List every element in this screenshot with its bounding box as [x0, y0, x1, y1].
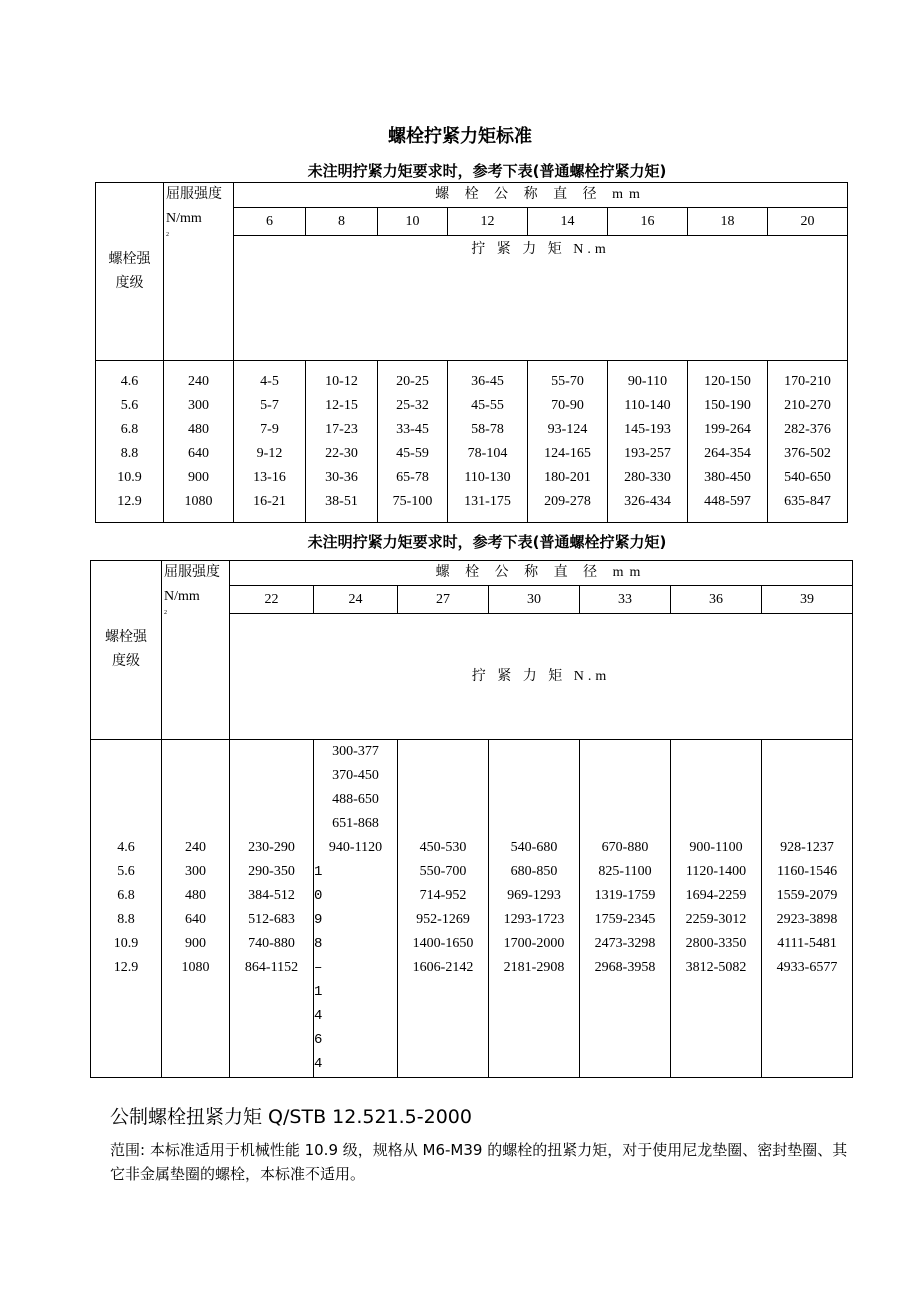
torque-value: 180-201 [544, 469, 591, 485]
yield-value: 1080 [181, 960, 210, 975]
section-body: 范围: 本标准适用于机械性能 10.9 级，规格从 M6-M39 的螺栓的扭紧力矩，对于使用尼龙垫圈、密封垫圈、其它非金属垫圈的螺栓，本标准不适用。 [110, 1141, 848, 1183]
yield-value: 240 [185, 840, 206, 855]
torque-value: 230-290 [248, 840, 295, 855]
torque-value: 380-450 [704, 469, 751, 485]
size-cell: 36 [671, 586, 762, 614]
grade-header: 螺栓强度级 [91, 561, 162, 740]
yield-value: 480 [185, 888, 206, 903]
torque-value: 1759-2345 [594, 912, 656, 927]
torque-value: 280-330 [624, 469, 671, 485]
torque-value: 70-90 [551, 397, 584, 413]
torque-value: 282-376 [784, 421, 831, 437]
wrapped-torque-char: 4 [314, 1008, 323, 1024]
torque-value: 13-16 [253, 469, 286, 485]
wrapped-torque-char: 6 [314, 1032, 323, 1048]
torque-value: 2968-3958 [594, 960, 656, 975]
torque-value: 17-23 [325, 421, 358, 437]
torque-value: 450-530 [419, 840, 467, 855]
torque-value: 55-70 [551, 373, 584, 389]
torque-value: 448-597 [704, 493, 751, 509]
size-cell: 33 [580, 586, 671, 614]
torque-value: 25-32 [396, 397, 429, 413]
torque-value: 124-165 [544, 445, 591, 461]
torque-value: 210-270 [784, 397, 831, 413]
wrapped-torque-char: 9 [314, 912, 323, 928]
torque-value: 740-880 [248, 936, 295, 951]
torque-value: 33-45 [396, 421, 429, 437]
torque-value: 209-278 [544, 493, 591, 509]
torque-value: 670-880 [601, 840, 649, 855]
grade-value: 12.9 [117, 493, 142, 509]
torque-value: 1120-1400 [685, 864, 747, 879]
torque-value: 78-104 [467, 445, 508, 461]
yield-value: 900 [185, 936, 206, 951]
yield-value: 640 [185, 912, 206, 927]
torque-value: 93-124 [547, 421, 588, 437]
wrapped-torque-char: 1 [314, 864, 323, 880]
torque-value: 120-150 [704, 373, 751, 389]
yield-value: 900 [188, 469, 209, 485]
torque-value: 10-12 [325, 373, 358, 389]
grade-value: 10.9 [113, 936, 139, 951]
torque-value: 376-502 [784, 445, 831, 461]
torque-value: 1700-2000 [503, 936, 565, 951]
torque-value: 3812-5082 [685, 960, 747, 975]
torque-value: 2181-2908 [503, 960, 565, 975]
torque-value: 300-377 [332, 744, 379, 759]
torque-value: 969-1293 [507, 888, 561, 903]
wrapped-torque-char: 1 [314, 984, 323, 1000]
yield-header: 屈服强度N/mm 2 [164, 183, 234, 361]
diameter-header: 螺 栓 公 称 直 径 mm [234, 183, 848, 208]
grade-value: 6.8 [120, 421, 139, 437]
grade-value: 8.8 [117, 912, 135, 927]
torque-value: 75-100 [392, 493, 433, 509]
torque-value: 110-140 [624, 397, 671, 413]
torque-value: 20-25 [396, 373, 429, 389]
grade-header: 螺栓强度级 [96, 183, 164, 361]
size-cell: 14 [528, 208, 608, 236]
size-cell: 10 [378, 208, 448, 236]
torque-value: 150-190 [704, 397, 751, 413]
torque-value: 1319-1759 [594, 888, 656, 903]
diameter-header: 螺 栓 公 称 直 径 mm [230, 561, 853, 586]
size-cell: 30 [489, 586, 580, 614]
size-cell: 27 [398, 586, 489, 614]
torque-value: 193-257 [624, 445, 671, 461]
grade-value: 10.9 [117, 469, 142, 485]
torque-value: 170-210 [784, 373, 831, 389]
torque-value: 940-1120 [328, 840, 383, 855]
wrapped-torque-char: 8 [314, 936, 323, 952]
size-cell: 22 [230, 586, 314, 614]
torque-value: 16-21 [253, 493, 286, 509]
torque-value: 370-450 [332, 768, 379, 783]
size-cell: 20 [768, 208, 848, 236]
table1-caption: 未注明拧紧力矩要求时，参考下表(普通螺栓拧紧力矩) [307, 162, 667, 180]
torque-value: 1694-2259 [685, 888, 747, 903]
torque-value: 714-952 [419, 888, 467, 903]
wrapped-torque-char: 0 [314, 888, 323, 904]
torque-value: 199-264 [704, 421, 751, 437]
torque-value: 4111-5481 [777, 936, 837, 951]
grade-value: 4.6 [117, 840, 135, 855]
size-cell: 6 [234, 208, 306, 236]
grade-value: 5.6 [120, 397, 139, 413]
torque-value: 928-1237 [780, 840, 834, 855]
grade-value: 4.6 [120, 373, 139, 389]
size-cell: 18 [688, 208, 768, 236]
torque-value: 540-650 [784, 469, 831, 485]
torque-value: 5-7 [260, 397, 279, 413]
torque-value: 45-55 [471, 397, 504, 413]
torque-value: 145-193 [624, 421, 671, 437]
yield-value: 480 [188, 421, 209, 437]
torque-value: 7-9 [260, 421, 279, 437]
torque-value: 550-700 [419, 864, 467, 879]
torque-value: 264-354 [704, 445, 751, 461]
torque-value: 290-350 [248, 864, 295, 879]
torque-value: 952-1269 [416, 912, 470, 927]
yield-value: 1080 [184, 493, 213, 509]
torque-value: 326-434 [624, 493, 671, 509]
wrapped-torque-char: – [314, 960, 323, 976]
torque-value: 635-847 [784, 493, 831, 509]
torque-value: 58-78 [471, 421, 504, 437]
torque-value: 65-78 [396, 469, 429, 485]
torque-value: 2473-3298 [594, 936, 656, 951]
torque-value: 1606-2142 [412, 960, 474, 975]
yield-value: 240 [188, 373, 209, 389]
torque-value: 864-1152 [244, 960, 299, 975]
torque-value: 900-1100 [689, 840, 743, 855]
yield-value: 300 [185, 864, 206, 879]
torque-value: 110-130 [464, 469, 511, 485]
torque-value: 4933-6577 [776, 960, 838, 975]
size-cell: 16 [608, 208, 688, 236]
grade-value: 8.8 [120, 445, 139, 461]
torque-table-m22-m39 [90, 560, 853, 1078]
table-row [91, 740, 853, 1078]
size-cell: 39 [762, 586, 853, 614]
torque-value: 488-650 [332, 792, 379, 807]
table2-caption: 未注明拧紧力矩要求时，参考下表(普通螺栓拧紧力矩) [307, 533, 667, 551]
torque-value: 22-30 [325, 445, 358, 461]
torque-value: 1400-1650 [412, 936, 474, 951]
yield-header: 屈服强度N/mm 2 [162, 561, 230, 740]
torque-value: 30-36 [325, 469, 358, 485]
torque-value: 825-1100 [598, 864, 652, 879]
torque-header: 拧 紧 力 矩 N.m [234, 236, 848, 361]
torque-value: 2259-3012 [685, 912, 747, 927]
section-heading: 公制螺栓扭紧力矩 Q/STB 12.521.5-2000 [110, 1106, 472, 1128]
yield-value: 640 [188, 445, 209, 461]
torque-value: 384-512 [248, 888, 295, 903]
torque-value: 4-5 [260, 373, 279, 389]
size-cell: 12 [448, 208, 528, 236]
grade-value: 6.8 [117, 888, 135, 903]
torque-value: 38-51 [325, 493, 358, 509]
grade-value: 12.9 [113, 960, 139, 975]
size-cell: 8 [306, 208, 378, 236]
grade-value: 5.6 [117, 864, 135, 879]
table-row [96, 361, 848, 523]
torque-header: 拧 紧 力 矩 N.m [230, 614, 853, 740]
torque-table-m6-m20 [95, 182, 848, 523]
torque-value: 2800-3350 [685, 936, 747, 951]
torque-value: 651-868 [332, 816, 379, 831]
torque-value: 2923-3898 [776, 912, 838, 927]
torque-value: 540-680 [510, 840, 558, 855]
torque-value: 45-59 [396, 445, 429, 461]
torque-value: 36-45 [471, 373, 504, 389]
torque-value: 1293-1723 [503, 912, 565, 927]
torque-value: 1559-2079 [776, 888, 838, 903]
page-title: 螺栓拧紧力矩标准 [388, 126, 532, 147]
wrapped-torque-char: 4 [314, 1056, 323, 1072]
torque-value: 90-110 [627, 373, 668, 389]
torque-value: 680-850 [510, 864, 558, 879]
yield-value: 300 [188, 397, 209, 413]
torque-value: 9-12 [256, 445, 283, 461]
torque-value: 1160-1546 [776, 864, 838, 879]
torque-value: 131-175 [464, 493, 511, 509]
torque-value: 12-15 [325, 397, 358, 413]
torque-value: 512-683 [248, 912, 295, 927]
size-cell: 24 [314, 586, 398, 614]
